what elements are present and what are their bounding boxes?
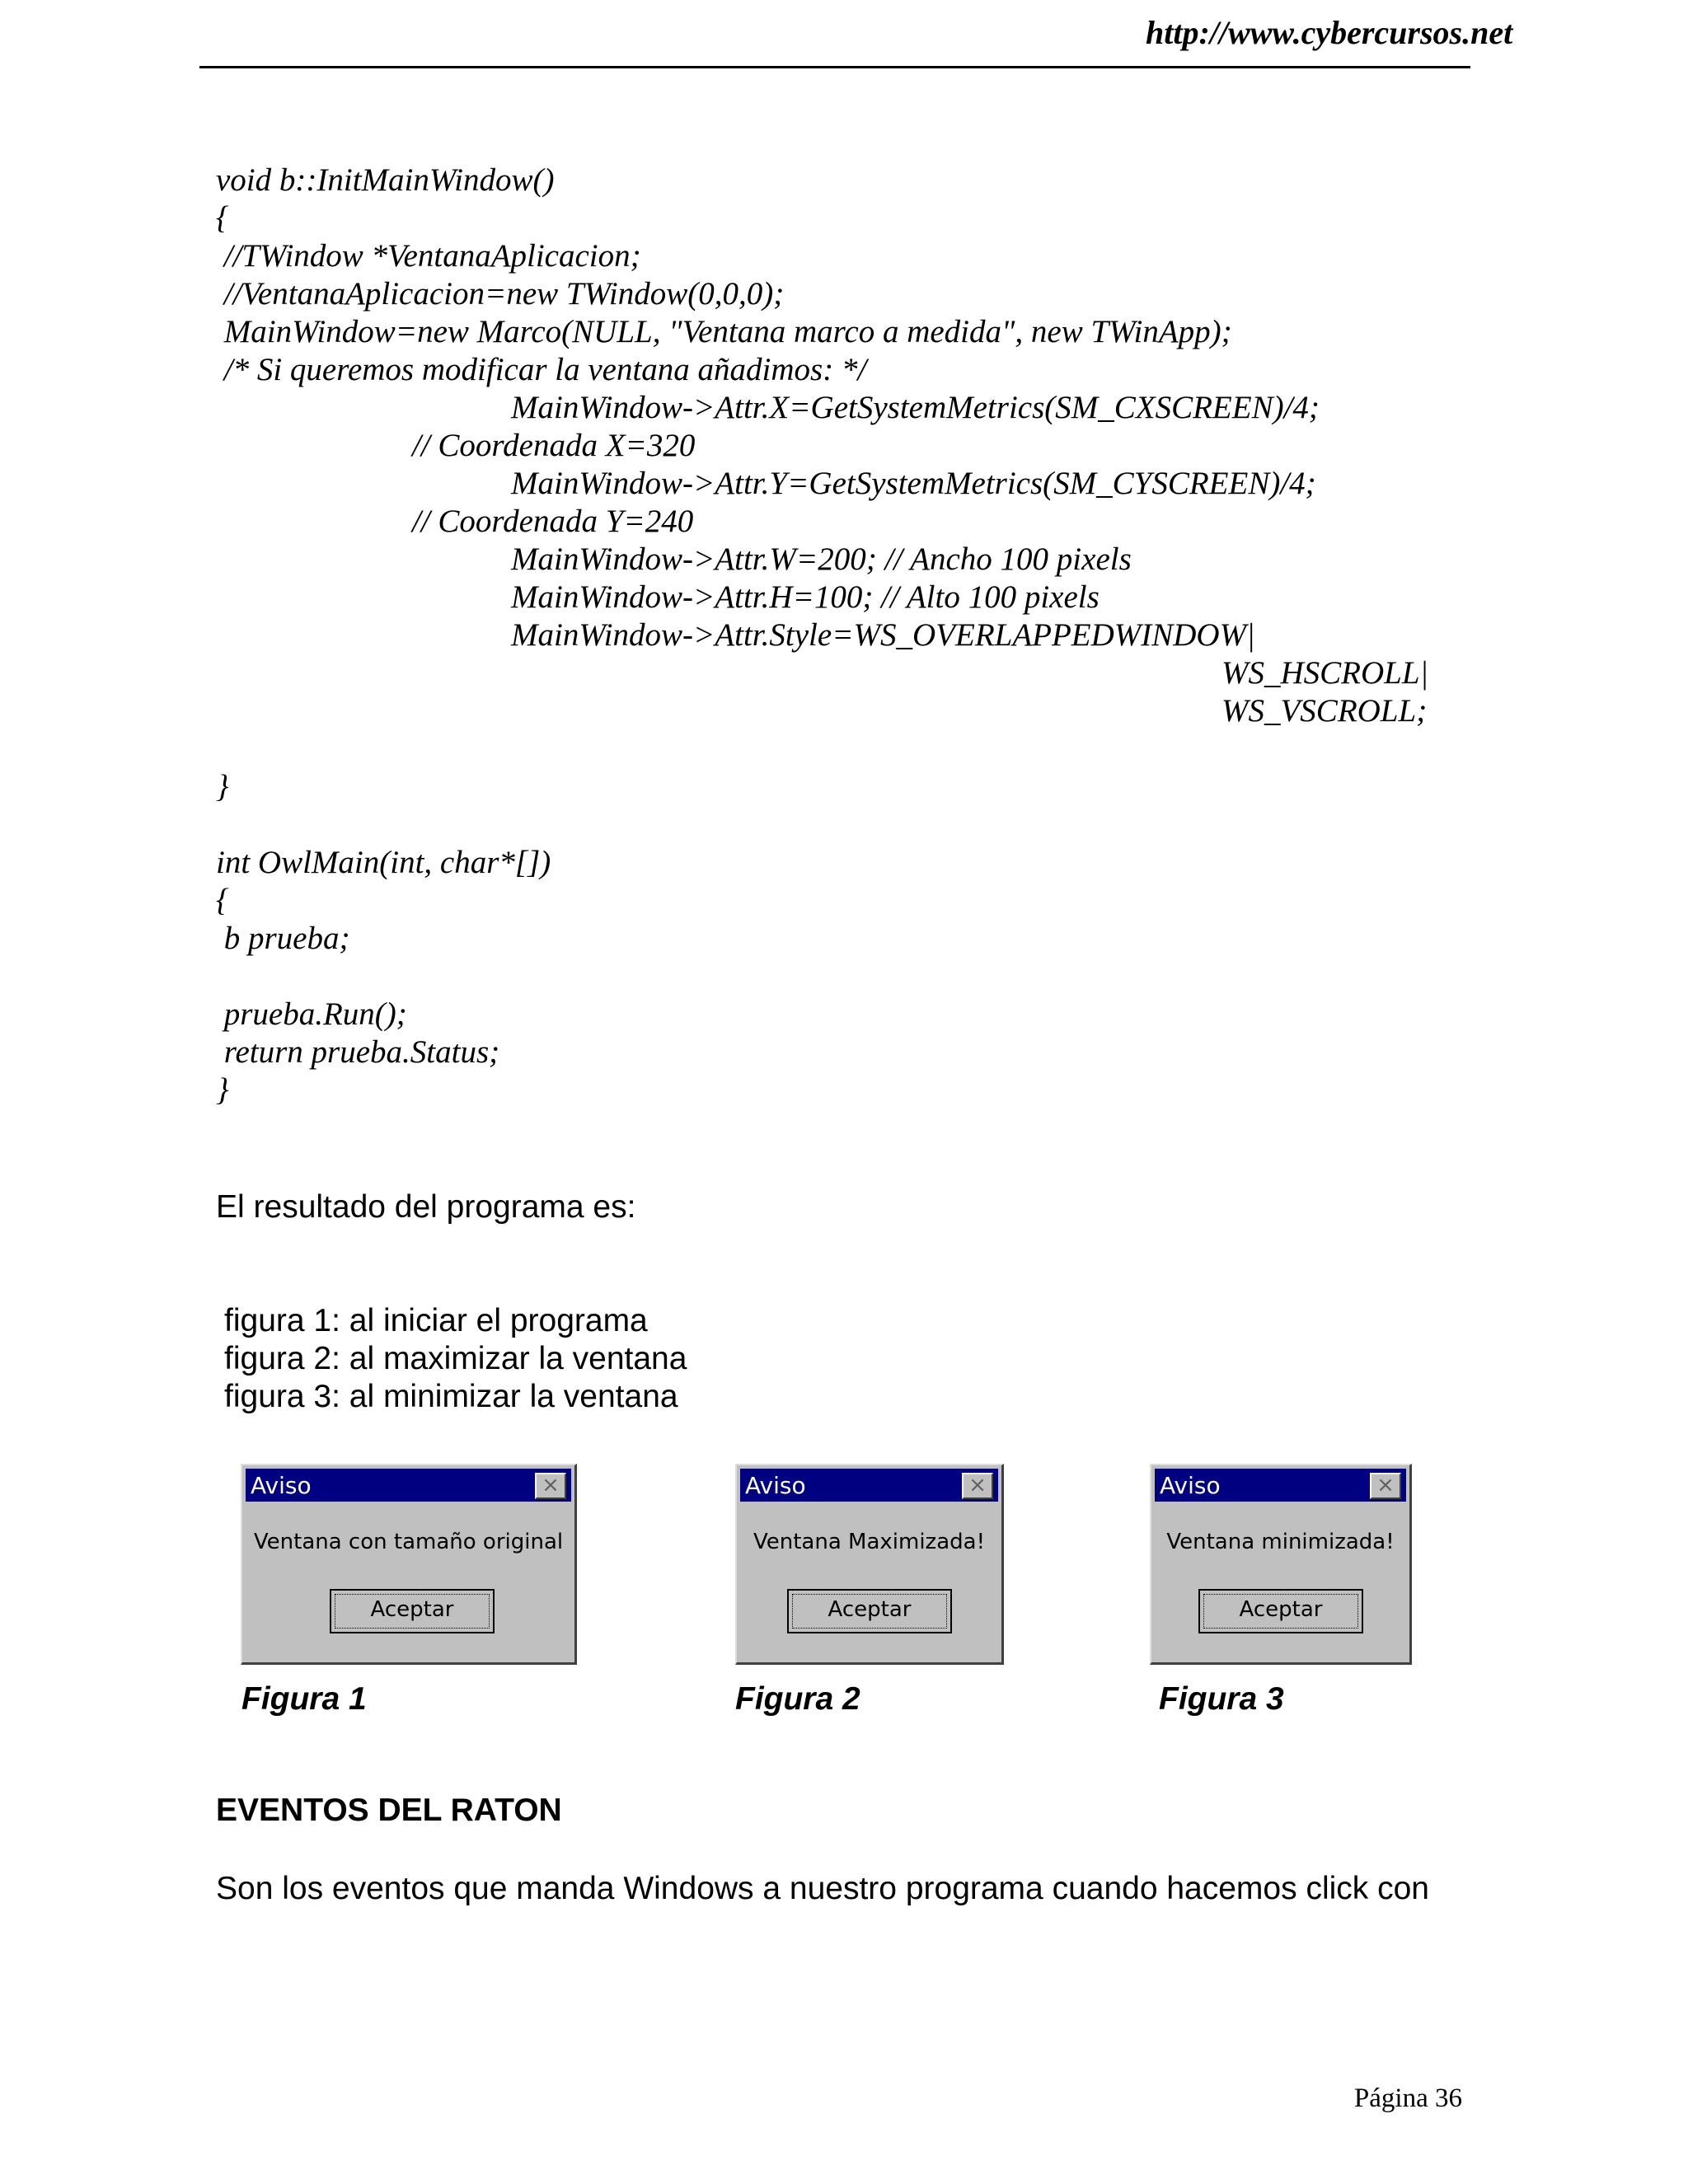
- dialog-title: Aviso: [745, 1472, 806, 1499]
- dialog-titlebar: [246, 1469, 571, 1502]
- intro-paragraph: El resultado del programa es:: [216, 1189, 636, 1225]
- close-icon[interactable]: ×: [1370, 1473, 1401, 1499]
- code-line: // Coordenada X=320: [412, 428, 696, 463]
- accept-button[interactable]: [1198, 1589, 1363, 1633]
- dialog-titlebar: [1155, 1469, 1406, 1502]
- code-line: MainWindow->Attr.Y=GetSystemMetrics(SM_CYSCREEN)/4;: [511, 466, 1316, 501]
- code-line: prueba.Run();: [216, 996, 407, 1032]
- figure-caption: Figura 1: [241, 1681, 367, 1717]
- code-line: //TWindow *VentanaAplicacion;: [216, 238, 641, 274]
- figure-list-item: figura 3: al minimizar la ventana: [224, 1379, 678, 1414]
- accept-button-label: Aceptar: [1239, 1597, 1323, 1622]
- code-line: MainWindow=new Marco(NULL, "Ventana marco a medida", new TWinApp);: [216, 314, 1232, 349]
- code-line: MainWindow->Attr.H=100; // Alto 100 pixels: [511, 579, 1100, 615]
- code-line: return prueba.Status;: [216, 1034, 500, 1070]
- code-line: }: [216, 769, 229, 804]
- figure-caption: Figura 3: [1159, 1681, 1284, 1717]
- figure-caption: Figura 2: [735, 1681, 860, 1717]
- dialog-message: Ventana minimizada!: [1166, 1530, 1395, 1554]
- section-heading: EVENTOS DEL RATON: [216, 1793, 562, 1828]
- accept-button-label: Aceptar: [828, 1597, 912, 1622]
- code-line: b prueba;: [216, 921, 350, 956]
- accept-button-label: Aceptar: [370, 1597, 454, 1622]
- dialog-title: Aviso: [251, 1472, 312, 1499]
- code-line: MainWindow->Attr.W=200; // Ancho 100 pixels: [511, 541, 1132, 577]
- code-line: {: [216, 883, 229, 918]
- code-line: void b::InitMainWindow(): [216, 162, 555, 198]
- close-icon[interactable]: ×: [535, 1473, 566, 1499]
- code-line: // Coordenada Y=240: [412, 504, 694, 539]
- code-line: int OwlMain(int, char*[]): [216, 845, 551, 880]
- figure-list-item: figura 2: al maximizar la ventana: [224, 1341, 687, 1376]
- dialog-figure-1: [241, 1464, 577, 1665]
- code-line: }: [216, 1072, 229, 1108]
- header-rule: [199, 66, 1470, 68]
- figure-list-item: figura 1: al iniciar el programa: [224, 1303, 648, 1338]
- dialog-message: Ventana Maximizada!: [753, 1530, 985, 1554]
- code-line: MainWindow->Attr.X=GetSystemMetrics(SM_CXSCREEN)/4;: [511, 390, 1320, 425]
- code-line: {: [216, 200, 229, 236]
- code-line: /* Si queremos modificar la ventana añadimos: */: [216, 352, 867, 387]
- dialog-title: Aviso: [1160, 1472, 1221, 1499]
- body-paragraph: Son los eventos que manda Windows a nuestro programa cuando hacemos click con: [216, 1871, 1429, 1906]
- code-line: MainWindow->Attr.Style=WS_OVERLAPPEDWINDOW|: [511, 617, 1255, 653]
- dialog-figure-2: [735, 1464, 1004, 1665]
- dialog-titlebar: [740, 1469, 998, 1502]
- header-url: http://www.cybercursos.net: [1146, 14, 1513, 51]
- code-line: WS_VSCROLL;: [1221, 693, 1428, 729]
- dialog-figure-3: [1150, 1464, 1412, 1665]
- accept-button[interactable]: [330, 1589, 495, 1633]
- close-icon[interactable]: ×: [962, 1473, 993, 1499]
- dialog-message: Ventana con tamaño original: [253, 1530, 564, 1554]
- code-line: //VentanaAplicacion=new TWindow(0,0,0);: [216, 276, 785, 312]
- page-number: Página 36: [1353, 2083, 1462, 2113]
- accept-button[interactable]: [787, 1589, 952, 1633]
- code-line: WS_HSCROLL|: [1221, 655, 1429, 691]
